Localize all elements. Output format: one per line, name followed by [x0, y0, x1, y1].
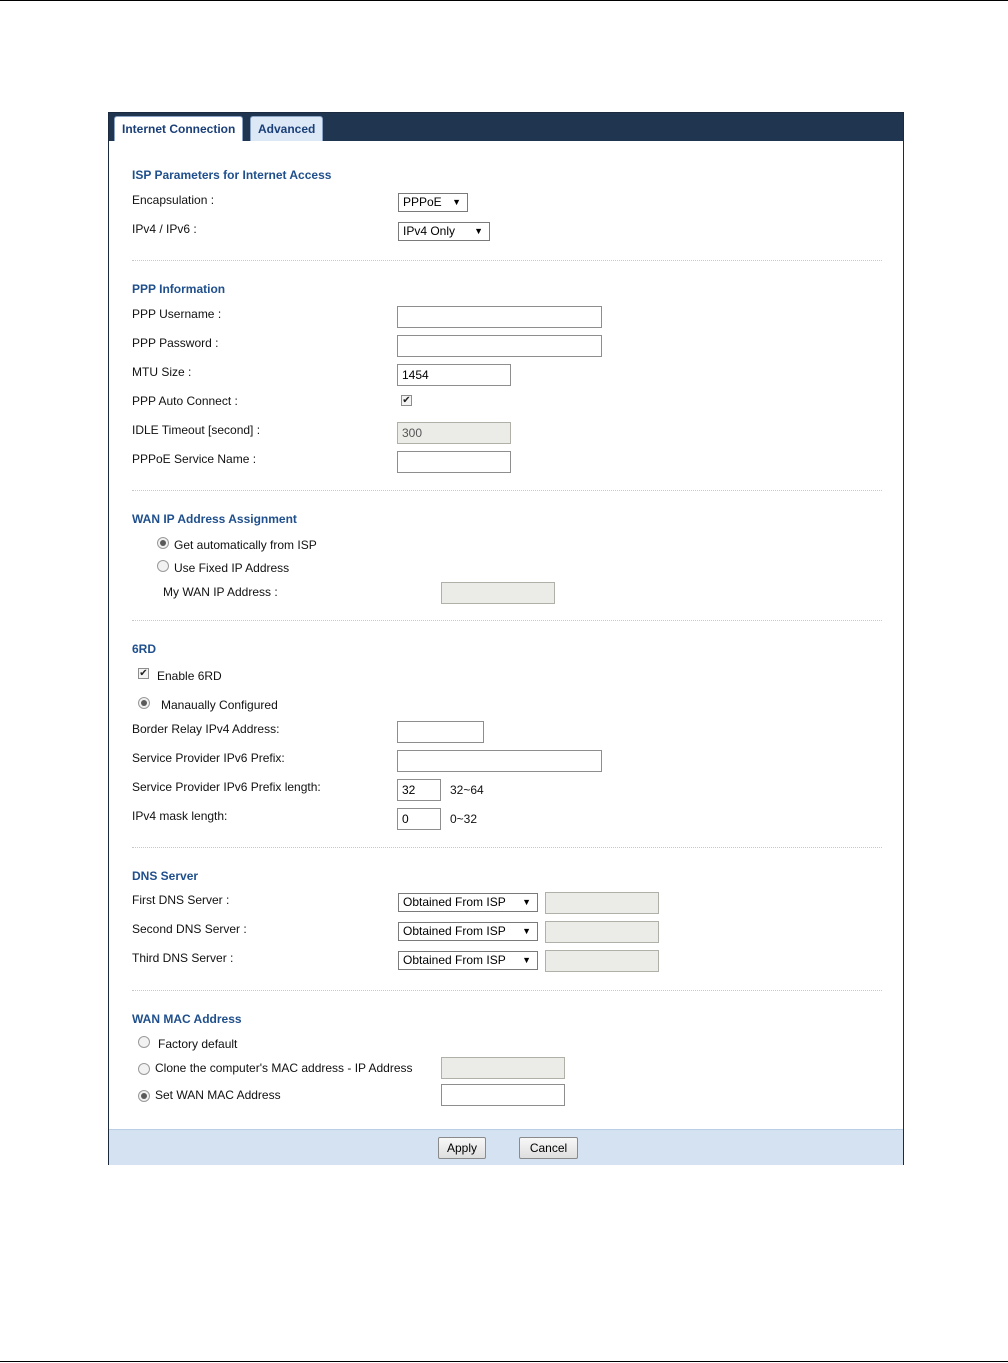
section-title-dns: DNS Server	[132, 869, 199, 883]
mac-clone-ip-input[interactable]	[441, 1057, 565, 1079]
mac-clone-radio[interactable]	[138, 1063, 150, 1075]
manual-config-radio[interactable]	[138, 697, 150, 709]
ip-version-label: IPv4 / IPv6 :	[132, 222, 197, 236]
mac-set-label: Set WAN MAC Address	[155, 1088, 281, 1102]
third-dns-value: Obtained From ISP	[403, 953, 506, 967]
dropdown-arrow-icon: ▼	[452, 197, 461, 207]
ipv4-mask-length-label: IPv4 mask length:	[132, 809, 228, 823]
ipv6-prefix-input[interactable]	[397, 750, 602, 772]
idle-timeout-input[interactable]: 300	[397, 422, 511, 444]
ppp-username-input[interactable]	[397, 306, 602, 328]
third-dns-select[interactable]	[398, 951, 538, 970]
dropdown-arrow-icon: ▼	[522, 897, 531, 907]
ipv4-mask-length-input[interactable]: 0	[397, 808, 441, 830]
second-dns-label: Second DNS Server :	[132, 922, 247, 936]
second-dns-value: Obtained From ISP	[403, 924, 506, 938]
page-top-rule	[0, 0, 1008, 1]
pppoe-service-name-input[interactable]	[397, 451, 511, 473]
border-relay-label: Border Relay IPv4 Address:	[132, 722, 280, 736]
enable-6rd-checkbox[interactable]: ✔	[139, 668, 148, 679]
section-title-isp: ISP Parameters for Internet Access	[132, 168, 332, 182]
wan-ip-auto-label: Get automatically from ISP	[174, 538, 317, 552]
ip-version-select[interactable]	[398, 222, 490, 241]
ipv6-prefix-length-label: Service Provider IPv6 Prefix length:	[132, 780, 321, 794]
mac-factory-radio[interactable]	[138, 1036, 150, 1048]
manual-config-label: Manaually Configured	[161, 698, 278, 712]
first-dns-select[interactable]	[398, 893, 538, 912]
encapsulation-label: Encapsulation :	[132, 193, 215, 207]
enable-6rd-label: Enable 6RD	[157, 669, 222, 683]
section-divider	[132, 490, 882, 491]
apply-button[interactable]: Apply	[438, 1137, 486, 1159]
ipv4-mask-length-range: 0~32	[450, 812, 478, 826]
ip-version-value: IPv4 Only	[403, 224, 456, 238]
encapsulation-value: PPPoE	[403, 195, 442, 209]
my-wan-ip-label: My WAN IP Address :	[163, 585, 278, 599]
section-title-6rd: 6RD	[132, 642, 157, 656]
section-divider	[132, 847, 882, 848]
settings-panel	[108, 112, 904, 1165]
mac-set-radio[interactable]	[138, 1090, 150, 1102]
border-relay-input[interactable]	[397, 721, 484, 743]
section-title-wan-ip: WAN IP Address Assignment	[132, 512, 297, 526]
third-dns-label: Third DNS Server :	[132, 951, 234, 965]
mac-set-input[interactable]	[441, 1084, 565, 1106]
section-divider	[132, 260, 882, 261]
cancel-button[interactable]: Cancel	[519, 1137, 578, 1159]
mac-factory-label: Factory default	[158, 1037, 238, 1051]
first-dns-value: Obtained From ISP	[403, 895, 506, 909]
tab-internet-connection[interactable]: Internet Connection	[114, 116, 243, 141]
second-dns-input[interactable]	[545, 921, 659, 943]
ppp-password-input[interactable]	[397, 335, 602, 357]
first-dns-input[interactable]	[545, 892, 659, 914]
encapsulation-select[interactable]	[398, 193, 468, 212]
ipv6-prefix-length-range: 32~64	[450, 783, 484, 797]
wan-ip-fixed-label: Use Fixed IP Address	[174, 561, 290, 575]
wan-ip-auto-radio[interactable]	[157, 537, 169, 549]
pppoe-service-name-label: PPPoE Service Name :	[132, 452, 257, 466]
mac-clone-label: Clone the computer's MAC address - IP Address	[155, 1061, 413, 1075]
dropdown-arrow-icon: ▼	[522, 955, 531, 965]
section-divider	[132, 990, 882, 991]
dropdown-arrow-icon: ▼	[474, 226, 483, 236]
ppp-username-label: PPP Username :	[132, 307, 222, 321]
section-title-wan-mac: WAN MAC Address	[132, 1012, 242, 1026]
dropdown-arrow-icon: ▼	[522, 926, 531, 936]
form-content	[109, 141, 903, 1129]
my-wan-ip-input[interactable]	[441, 582, 555, 604]
tab-advanced[interactable]: Advanced	[250, 116, 323, 141]
section-divider	[132, 620, 882, 621]
mtu-size-label: MTU Size :	[132, 365, 192, 379]
tab-bar	[109, 113, 903, 141]
ppp-auto-connect-label: PPP Auto Connect :	[132, 394, 238, 408]
ipv6-prefix-length-input[interactable]: 32	[397, 779, 441, 801]
section-title-ppp: PPP Information	[132, 282, 226, 296]
page-bottom-rule	[0, 1361, 1008, 1362]
button-bar	[109, 1129, 903, 1165]
wan-ip-fixed-radio[interactable]	[157, 560, 169, 572]
mtu-size-input[interactable]: 1454	[397, 364, 511, 386]
third-dns-input[interactable]	[545, 950, 659, 972]
idle-timeout-label: IDLE Timeout [second] :	[132, 423, 261, 437]
ppp-auto-connect-checkbox[interactable]: ✔	[402, 395, 411, 406]
ppp-password-label: PPP Password :	[132, 336, 219, 350]
ipv6-prefix-label: Service Provider IPv6 Prefix:	[132, 751, 285, 765]
second-dns-select[interactable]	[398, 922, 538, 941]
first-dns-label: First DNS Server :	[132, 893, 230, 907]
